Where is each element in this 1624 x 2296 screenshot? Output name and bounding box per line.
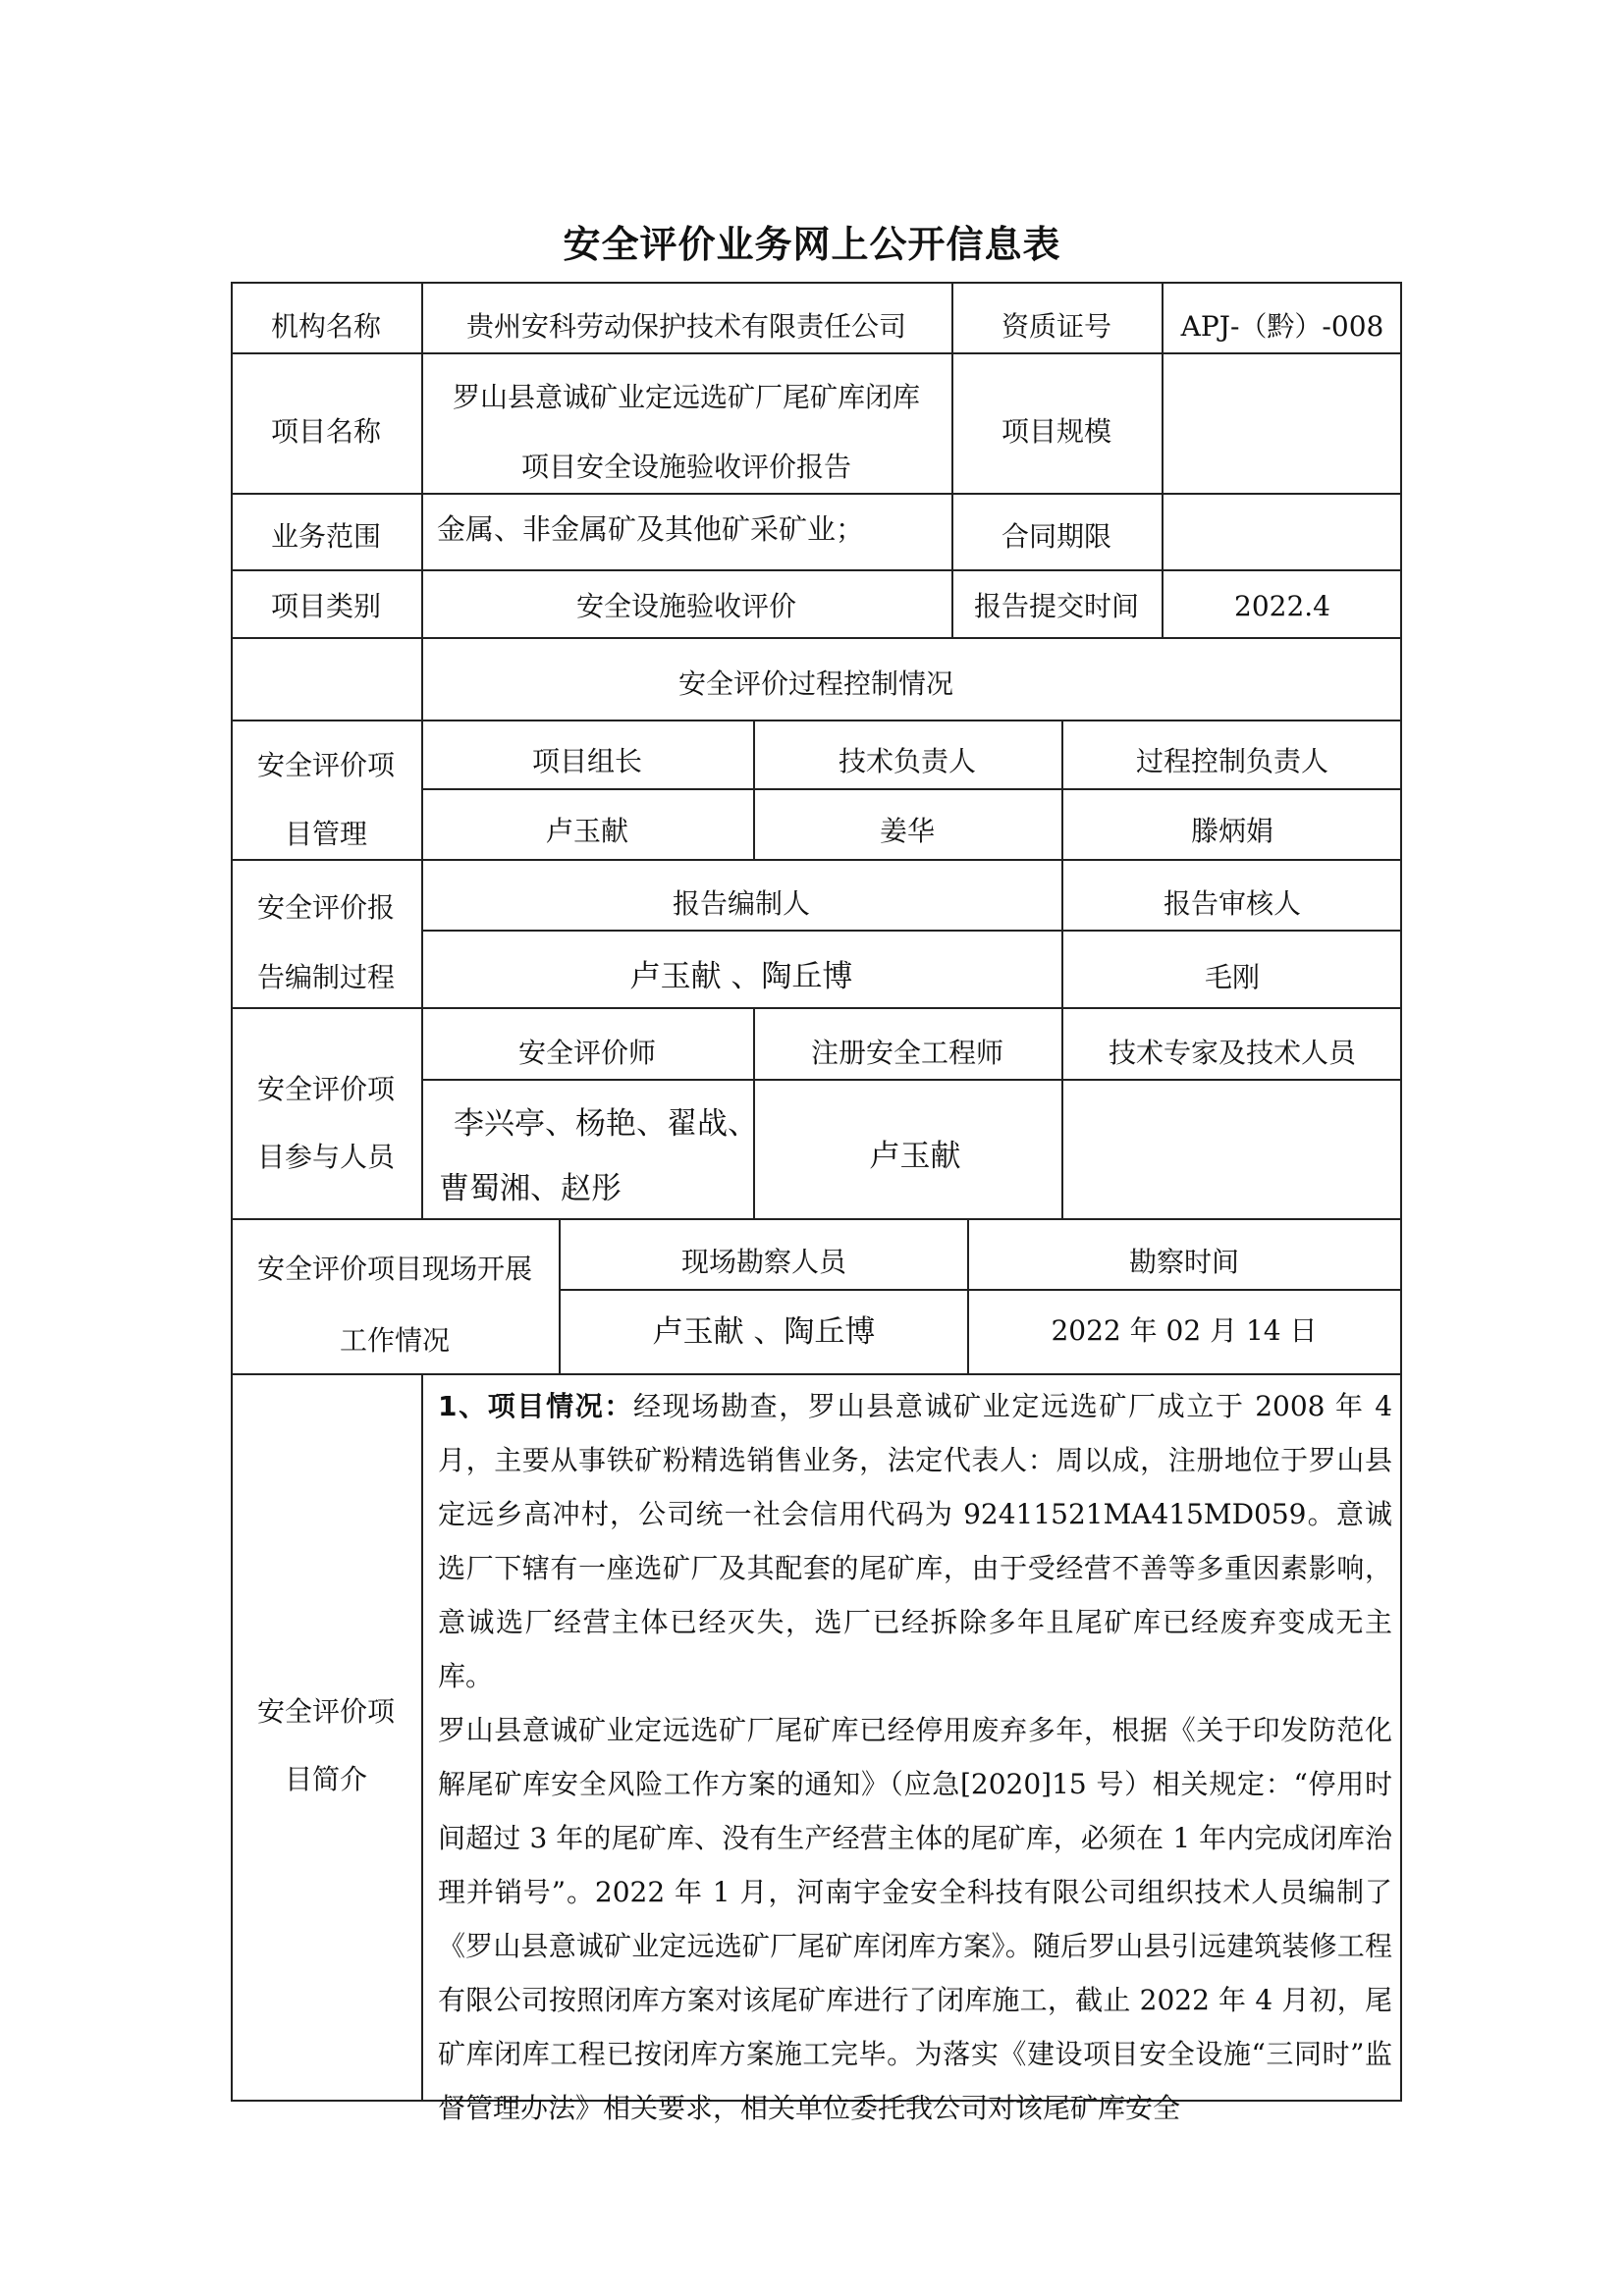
project-name-line2: 项目安全设施验收评价报告 [520,451,852,483]
contract-label: 合同期限 [1001,520,1112,553]
col-divider [1162,282,1164,637]
leader-name: 卢玉献 [545,815,629,847]
row-divider [421,1079,1402,1081]
tech-header: 技术负责人 [838,745,977,777]
survey-time-header: 勘察时间 [1128,1246,1240,1278]
tech-name: 姜华 [879,815,936,847]
scale-label: 项目规模 [1001,415,1112,448]
survey-time: 2022 年 02 月 14 日 [1051,1314,1318,1347]
process-heading: 安全评价过程控制情况 [677,667,954,700]
row-divider [231,1007,1402,1009]
col-divider [1061,720,1063,1218]
intro-label-line1: 安全评价项 [256,1695,396,1728]
intro-paragraph-2: 罗山县意诚矿业定远选矿厂尾矿库已经停用废弃多年，根据《关于印发防范化解尾矿库安全风险工作方案的通知》（应急[2020]15 号）相关规定：“停用时间超过 3 年的尾矿库、没有生产经营主体的尾矿库，必须在 1 年内完成闭库治理并销号”。2022 年 1 月，河南宇金安全科技有限公司组织技术人员编制了《罗山县意诚矿业定远选矿厂尾矿库闭库方案》。随后罗山县引远建筑装修工程有限公司按照闭库方案对该尾矿库进行了闭库施工，截止 2022 年 4 月初，尾矿库闭库工程已按闭库方案施工完毕。为落实《建设项目安全设施“三同时”监督管理办法》相关要求，相关单位委托我公司对该尾矿库安全 [438,1714,1392,2124]
col-divider [421,720,423,1218]
row-divider [231,493,1402,495]
org-value: 贵州安科劳动保护技术有限责任公司 [465,310,907,343]
staff-label-line2: 目参与人员 [256,1141,396,1173]
col-divider [967,1218,969,1373]
report-label-line2: 告编制过程 [256,961,396,993]
intro-paragraph-1 [438,1379,1392,1703]
project-name-line1: 罗山县意诚矿业定远选矿厂尾矿库闭库 [452,381,921,413]
cert-label: 资质证号 [1001,310,1112,343]
col-divider [421,282,423,720]
intro-paragraph-1-text: 经现场勘查，罗山县意诚矿业定远选矿厂成立于 2008 年 4 月，主要从事铁矿粉精选销售业务，法定代表人：周以成，注册地位于罗山县定远乡高冲村，公司统一社会信用代码为 92411521MA415MD059。意诚选厂下辖有一座选矿厂及其配套的尾矿库，由于受经营不善等多重因素影响，意诚选厂经营主体已经灭失，选厂已经拆除多年且尾矿库已经废弃变成无主库。 [438,1390,1393,1692]
mgmt-label-line2: 目管理 [284,818,368,850]
project-label: 项目名称 [270,415,382,448]
row-divider [559,1289,1402,1291]
project-introduction [438,1379,1392,2135]
page-title: 安全评价业务网上公开信息表 [563,223,1061,266]
engineer-name: 卢玉献 [869,1139,961,1174]
col-divider [559,1218,561,1373]
reviewer-name: 毛刚 [1204,961,1261,993]
category-label: 项目类别 [270,590,382,622]
col-divider [421,1373,423,2102]
evaluator-names-line1: 李兴亭、杨艳、翟战、 [454,1106,758,1142]
site-label-line1: 安全评价项目现场开展 [256,1253,533,1285]
evaluator-header: 安全评价师 [517,1037,657,1069]
cert-value: APJ-（黔）-008 [1180,310,1384,343]
compiler-names: 卢玉献 、陶丘博 [629,959,853,994]
control-header: 过程控制负责人 [1135,745,1329,777]
row-divider [421,930,1402,932]
compiler-header: 报告编制人 [672,887,811,920]
leader-header: 项目组长 [531,745,643,777]
row-divider [231,569,1402,571]
row-divider [231,859,1402,861]
row-divider [231,720,1402,721]
surveyor-names: 卢玉献 、陶丘博 [652,1314,876,1350]
row-divider [231,637,1402,639]
evaluator-names-line2: 曹蜀湘、赵彤 [439,1171,622,1206]
mgmt-label-line1: 安全评价项 [256,749,396,781]
reviewer-header: 报告审核人 [1163,887,1302,920]
category-value: 安全设施验收评价 [575,590,797,622]
expert-header: 技术专家及技术人员 [1108,1037,1357,1069]
surveyor-header: 现场勘察人员 [680,1246,847,1278]
site-label-line2: 工作情况 [339,1324,451,1357]
org-label: 机构名称 [270,310,382,343]
intro-label-line2: 目简介 [284,1763,368,1795]
scope-label: 业务范围 [270,520,382,553]
submit-value: 2022.4 [1234,590,1330,622]
report-label-line1: 安全评价报 [256,891,396,924]
intro-lead: 1、项目情况： [438,1390,634,1422]
row-divider [231,352,1402,354]
scope-value: 金属、非金属矿及其他矿采矿业； [437,512,865,546]
row-divider [421,788,1402,790]
staff-label-line1: 安全评价项 [256,1073,396,1105]
row-divider [231,1218,1402,1220]
col-divider [753,720,755,859]
engineer-header: 注册安全工程师 [810,1037,1004,1069]
col-divider [951,282,953,637]
submit-label: 报告提交时间 [973,590,1140,622]
row-divider [231,1373,1402,1375]
control-name: 滕炳娟 [1190,815,1274,847]
